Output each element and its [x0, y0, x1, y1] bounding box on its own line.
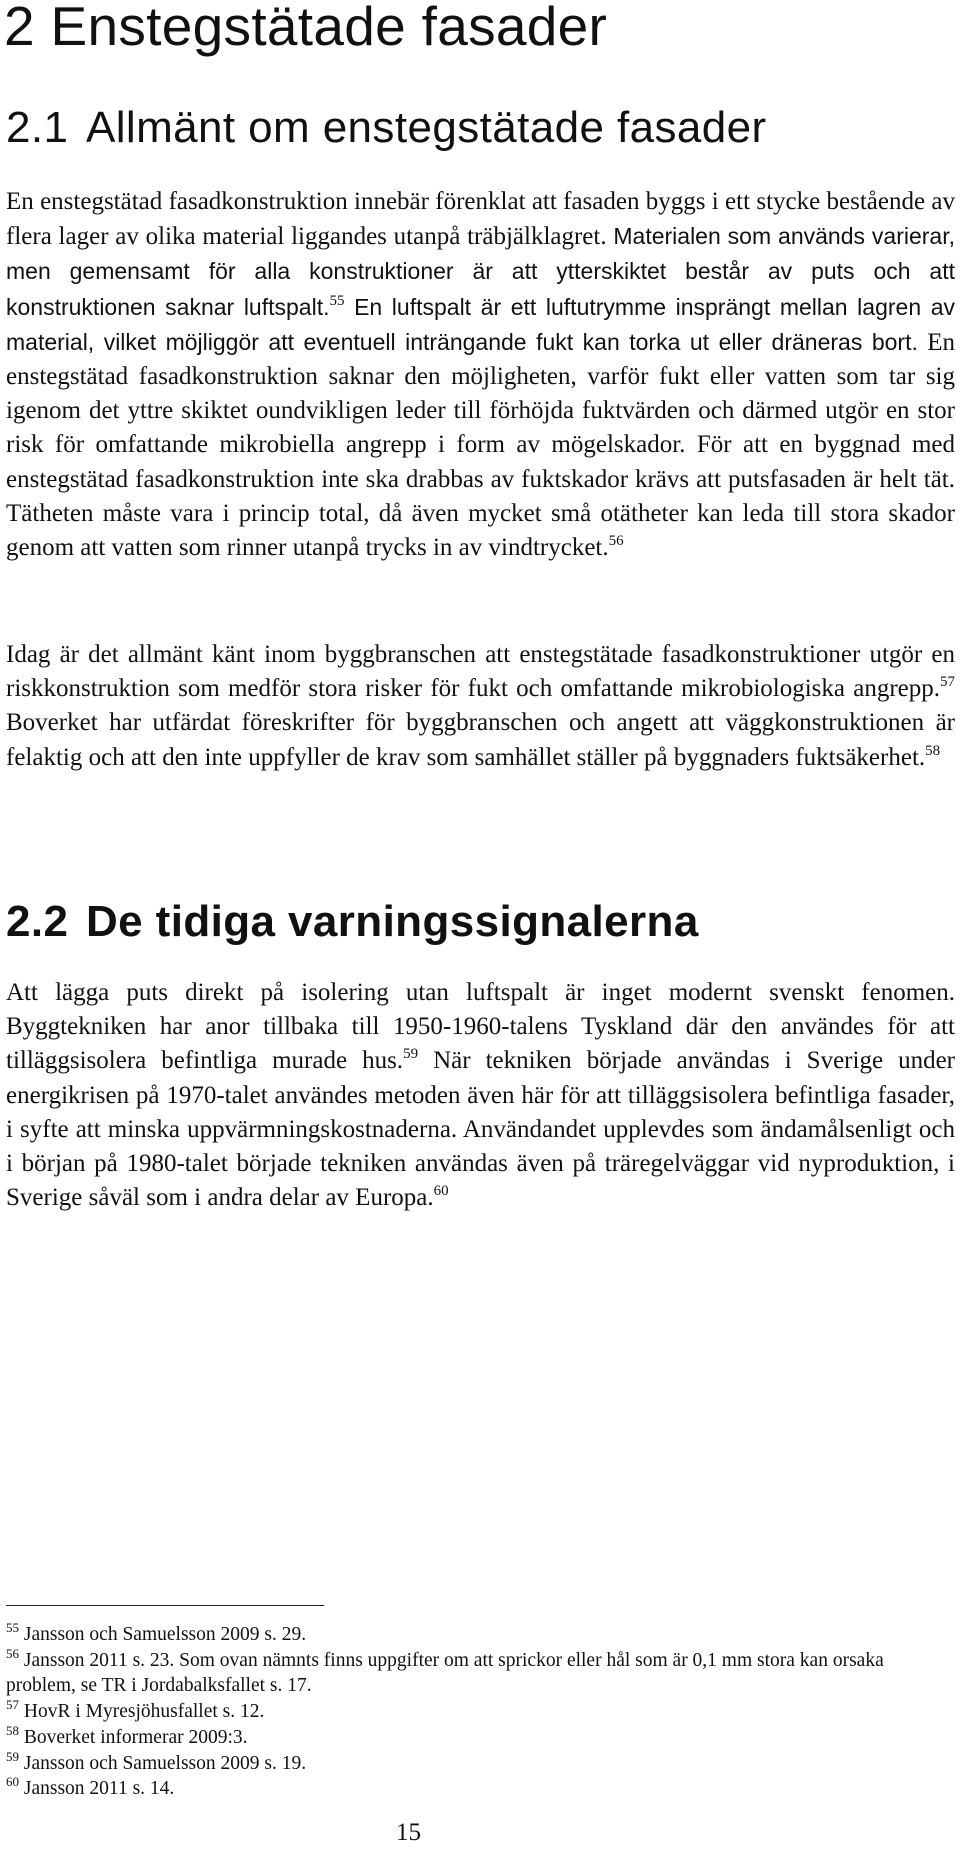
section-title: Allmänt om enstegstätade fasader	[86, 103, 767, 152]
paragraph-text: Materialen som används varierar, men gemensamt för alla konstruktioner är att ytterskiktet består av puts och att konstruktionen saknar luftspalt.	[6, 223, 955, 320]
page-number: 15	[396, 1819, 421, 1846]
footnote-55	[6, 1622, 955, 1648]
footnote-58	[6, 1722, 955, 1751]
footnote-text: Jansson 2011 s. 23. Som ovan nämnts finns uppgifter om att sprickor eller hål som är 0,1 mm stora kan orsaka problem, se TR i Jordabalksfallet s. 17.	[6, 1649, 884, 1697]
footnote-ref-55[interactable]: 55	[329, 292, 345, 309]
footnote-ref-58[interactable]: 58	[925, 742, 941, 759]
footnote-ref-60[interactable]: 60	[433, 1183, 449, 1200]
footnote-number: 58	[6, 1722, 19, 1738]
footnote-ref-56[interactable]: 56	[608, 533, 624, 550]
footnote-ref-59[interactable]: 59	[403, 1046, 419, 1063]
section-heading-2-1	[6, 103, 767, 153]
section-heading-2-2	[6, 897, 699, 947]
paragraph-text: Att lägga puts direkt på isolering utan luftspalt är inget modernt svenskt fenomen. Byggtekniken har anor tillbaka till 1950-1960-talens Tyskland där den användes för att tilläggsisolera befintliga murade hus.	[6, 979, 955, 1075]
chapter-number: 2	[4, 0, 35, 57]
footnote-separator	[6, 1605, 324, 1606]
footnote-57	[6, 1699, 955, 1725]
footnote-59	[6, 1748, 955, 1777]
footnote-number: 55	[6, 1620, 19, 1635]
footnote-ref-57[interactable]: 57	[940, 674, 955, 691]
section-number: 2.1	[6, 103, 69, 152]
paragraph-text: När tekniken började användas i Sverige under energikrisen på 1970-talet användes metoden även här för att tilläggsisolera befintliga fasader, i syfte att minska uppvärmningskostnaderna. Användandet upplevdes som ändamålsenligt och i början på 1980-talet började tekniken användas även på träregelväggar vid nyproduktion, i Sverige såväl som i andra delar av Europa.	[6, 1047, 955, 1212]
footnote-number: 56	[6, 1645, 19, 1661]
footnote-60	[6, 1776, 955, 1802]
footnote-text: Boverket informerar 2009:3.	[23, 1726, 248, 1748]
paragraph-text: Boverket har utfärdat föreskrifter för byggbranschen och angett att väggkonstruktionen är felaktig och att den inte uppfyller de krav som samhället ställer på byggnaders fuktsäkerhet.	[6, 709, 955, 771]
paragraph-1	[6, 185, 955, 565]
section-title: De tidiga varningssignalerna	[86, 897, 699, 946]
paragraph-3	[6, 976, 955, 1215]
footnote-text: HovR i Myresjöhusfallet s. 12.	[23, 1701, 265, 1723]
paragraph-text: En enstegstätad fasadkonstruktion innebär förenklat att fasaden byggs i ett stycke bestående av flera lager av olika material liggandes utanpå träbjälklagret.	[6, 188, 955, 251]
footnotes	[6, 1622, 955, 1802]
chapter-heading	[4, 0, 607, 56]
footnote-number: 59	[6, 1748, 19, 1764]
footnote-text: Jansson och Samuelsson 2009 s. 29.	[23, 1624, 307, 1645]
footnote-56	[6, 1645, 955, 1699]
paragraph-text: Idag är det allmänt känt inom byggbranschen att enstegstätade fasadkonstruktioner utgör en riskkonstruktion som medför stora risker för fukt och omfattande mikrobiologiska angrepp.	[6, 641, 955, 703]
paragraph-text: En luftspalt är ett luftutrymme insprängt mellan lagren av material, vilket möjliggör att eventuell inträngande fukt kan torka ut eller dräneras bort.	[6, 293, 955, 355]
footnote-text: Jansson och Samuelsson 2009 s. 19.	[23, 1752, 307, 1774]
footnote-number: 60	[6, 1774, 19, 1790]
footnote-number: 57	[6, 1697, 19, 1713]
paragraph-2	[6, 638, 955, 775]
chapter-title: Enstegstätade fasader	[50, 0, 608, 57]
footnote-text: Jansson 2011 s. 14.	[23, 1778, 175, 1800]
paragraph-text: En enstegstätad fasadkonstruktion saknar den möjligheten, varför fukt eller vatten som tar sig igenom det yttre skiktet oundvikligen leder till förhöjda fuktvärden och därmed utgör en stor risk för omfattande mikrobiella angrepp i form av mögelskador. För att en byggnad med enstegstätad fasadkonstruktion inte ska drabbas av fuktskador krävs att putsfasaden är helt tät. Tätheten måste vara i princip total, då även mycket små otätheter kan leda till stora skador genom att vatten som rinner utanpå trycks in av vindtrycket.	[6, 328, 955, 562]
section-number: 2.2	[6, 897, 69, 946]
